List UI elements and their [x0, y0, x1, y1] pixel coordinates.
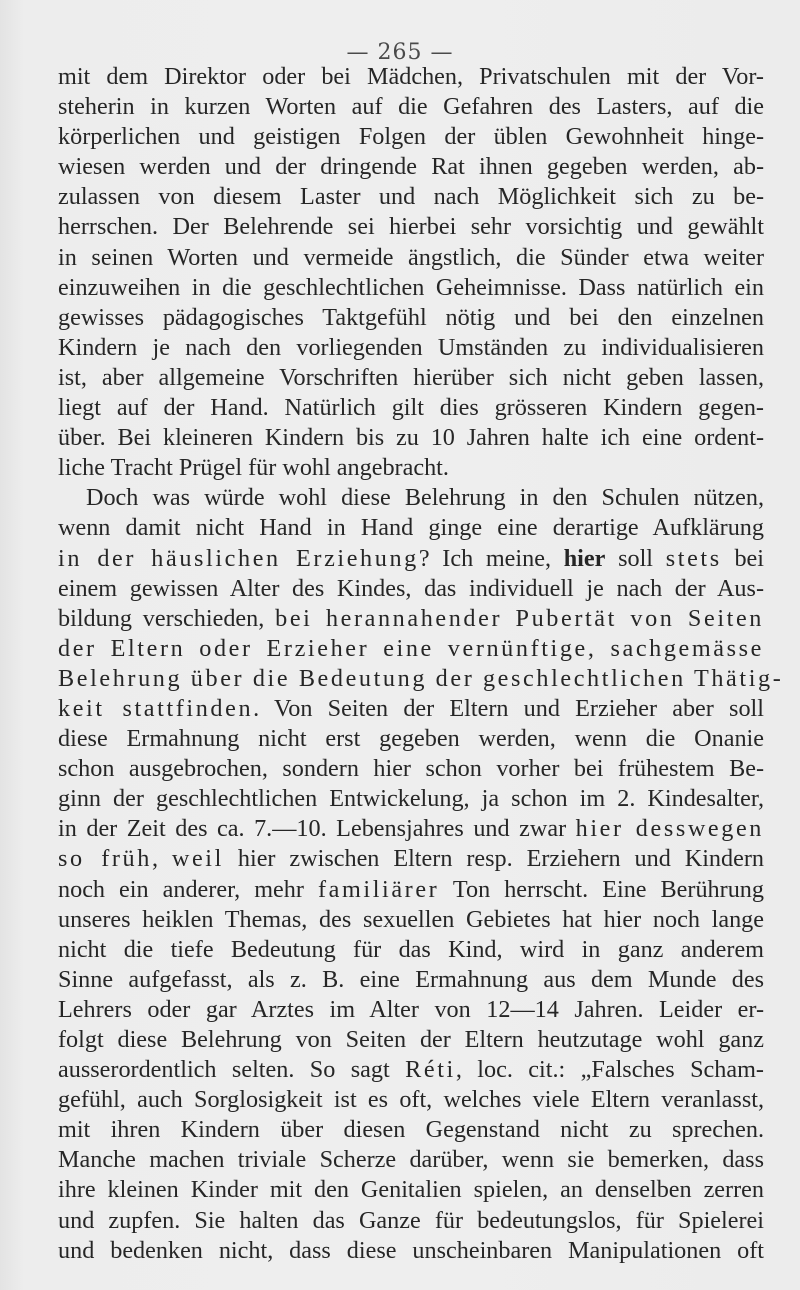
text-line: [58, 393, 764, 423]
text-run: liche Tracht Prügel für wohl angebracht.: [58, 454, 449, 482]
text-run: steherin in kurzen Worten auf die Gefahren des Lasters, auf die: [58, 93, 764, 121]
text-run: Manche machen triviale Scherze darüber, wenn sie bemerken, dass: [58, 1146, 764, 1174]
spaced-text: Belehrung über die Bedeutung der geschlechtlichen Thätig-: [58, 664, 784, 692]
text-line: [58, 634, 764, 664]
text-line: [58, 1085, 764, 1115]
text-run: bildung verschieden,: [58, 604, 276, 632]
text-line: [58, 513, 764, 543]
text-line: [58, 1115, 764, 1145]
text-line: [58, 844, 764, 874]
text-run: mit dem Direktor oder bei Mädchen, Privatschulen mit der Vor-: [58, 63, 764, 90]
text-run: ginn der geschlechtlichen Entwickelung, ja schon im 2. Kindesalter,: [58, 785, 764, 813]
text-line: [58, 152, 764, 182]
spaced-text: bei herannahender Pubertät von Seiten: [275, 604, 764, 632]
text-line: [58, 754, 764, 784]
text-run: körperlichen und geistigen Folgen der üblen Gewohnheit hinge-: [58, 123, 764, 151]
text-line: [58, 544, 764, 574]
text-run: schon ausgebrochen, sondern hier schon vorher bei frühestem Be-: [58, 755, 764, 783]
text-run: und zupfen. Sie halten das Ganze für bedeutungslos, für Spielerei: [58, 1206, 764, 1234]
text-run: gewisses pädagogisches Taktgefühl nötig und bei den einzelnen: [58, 303, 764, 331]
text-line: [58, 604, 764, 634]
text-run: Kindern je nach den vorliegenden Umständen zu individualisieren: [58, 333, 764, 361]
text-line: [58, 122, 764, 152]
text-run: herrschen. Der Belehrende sei hierbei sehr vorsichtig und gewählt: [58, 213, 764, 241]
text-run: ihre kleinen Kinder mit den Genitalien spielen, an denselben zerren: [58, 1176, 764, 1204]
text-run: zulassen von diesem Laster und nach Möglichkeit sich zu be-: [58, 183, 764, 211]
text-line: [58, 1055, 764, 1085]
text-line: [58, 965, 764, 995]
spaced-text: so früh: [58, 845, 152, 873]
text-run: in der Zeit des ca. 7.—10. Lebensjahres und zwar: [58, 815, 576, 843]
text-run: nicht die tiefe Bedeutung für das Kind, wird in ganz anderem: [58, 935, 764, 963]
text-line: [58, 814, 764, 844]
text-line: [58, 1025, 764, 1055]
text-run: über. Bei kleineren Kindern bis zu 10 Jahren halte ich eine ordent-: [58, 424, 764, 452]
text-line: [58, 453, 764, 483]
text-run: ist, aber allgemeine Vorschriften hierüber sich nicht geben lassen,: [58, 363, 764, 391]
text-line: [58, 875, 764, 905]
spaced-text: keit stattfinden: [58, 694, 254, 722]
text-line: [58, 333, 764, 363]
text-line: [58, 212, 764, 242]
body-text: [58, 62, 784, 1266]
text-run: hier zwischen Eltern resp. Erziehern und Kindern: [223, 845, 764, 873]
text-run: , loc. cit.: „Falsches Scham-: [455, 1056, 764, 1084]
text-run: ? Ich meine,: [418, 544, 564, 572]
text-run: wiesen werden und der dringende Rat ihnen gegeben werden, ab-: [58, 153, 764, 181]
text-run: gefühl, auch Sorglosigkeit ist es oft, welches viele Eltern veranlasst,: [58, 1086, 764, 1114]
spaced-text: Réti: [405, 1056, 456, 1084]
text-line: [58, 1145, 764, 1175]
bold-text: hier: [563, 544, 606, 572]
text-line: [58, 273, 764, 303]
text-run: diese Ermahnung nicht erst gegeben werden, wenn die Onanie: [58, 725, 764, 753]
text-line: [58, 995, 764, 1025]
text-line: [58, 62, 764, 92]
text-line: [58, 784, 764, 814]
text-line: [58, 182, 764, 212]
text-run: Sinne aufgefasst, als z. B. eine Ermahnung aus dem Munde des: [58, 965, 764, 993]
text-run: in seinen Worten und vermeide ängstlich, die Sünder etwa weiter: [58, 243, 764, 271]
text-run: noch ein anderer, mehr: [58, 875, 318, 903]
text-run: mit ihren Kindern über diesen Gegenstand nicht zu sprechen.: [58, 1116, 764, 1144]
text-run: bei: [721, 544, 765, 572]
text-line: [58, 1236, 764, 1266]
text-line: [58, 243, 764, 273]
text-line: [58, 92, 764, 122]
page-number: — 265 —: [346, 40, 454, 65]
spaced-text: hier desswegen: [575, 815, 764, 843]
text-run: einem gewissen Alter des Kindes, das individuell je nach der Aus-: [58, 574, 764, 602]
text-line: [58, 1175, 764, 1205]
text-line: [58, 664, 784, 694]
text-run: folgt diese Belehrung von Seiten der Eltern heutzutage wohl ganz: [58, 1026, 764, 1053]
spaced-text: familiärer: [317, 875, 440, 903]
text-run: . Von Seiten der Eltern und Erzieher aber soll: [253, 694, 764, 722]
spaced-text: weil: [171, 845, 224, 873]
text-line: [58, 483, 764, 513]
text-run: unseres heiklen Themas, des sexuellen Gebietes hat hier noch lange: [58, 905, 764, 933]
spaced-text: in der häuslichen Erziehung: [58, 544, 419, 572]
text-line: [58, 905, 764, 935]
text-line: [58, 363, 764, 393]
text-run: Lehrers oder gar Arztes im Alter von 12—14 Jahren. Leider er-: [58, 995, 764, 1023]
text-run: wenn damit nicht Hand in Hand ginge eine derartige Aufklärung: [58, 514, 764, 542]
text-line: [58, 423, 764, 453]
spaced-text: stets: [665, 544, 722, 572]
spaced-text: der Eltern oder Erzieher eine vernünftige, sachgemässe: [58, 634, 764, 662]
text-run: ,: [151, 845, 172, 873]
text-run: ausserordentlich selten. So sagt: [58, 1056, 406, 1084]
text-run: und bedenken nicht, dass diese unscheinbaren Manipulationen oft: [58, 1236, 764, 1264]
text-line: [58, 303, 764, 333]
text-run: soll: [605, 544, 666, 572]
text-line: [58, 694, 764, 724]
text-run: Doch was würde wohl diese Belehrung in den Schulen nützen,: [86, 484, 764, 512]
text-run: Ton herrscht. Eine Berührung: [439, 875, 764, 903]
text-line: [58, 1206, 764, 1236]
text-run: einzuweihen in die geschlechtlichen Geheimnisse. Dass natürlich ein: [58, 273, 764, 301]
text-line: [58, 724, 764, 754]
text-line: [58, 935, 764, 965]
text-run: liegt auf der Hand. Natürlich gilt dies grösseren Kindern gegen-: [58, 394, 764, 422]
text-line: [58, 574, 764, 604]
